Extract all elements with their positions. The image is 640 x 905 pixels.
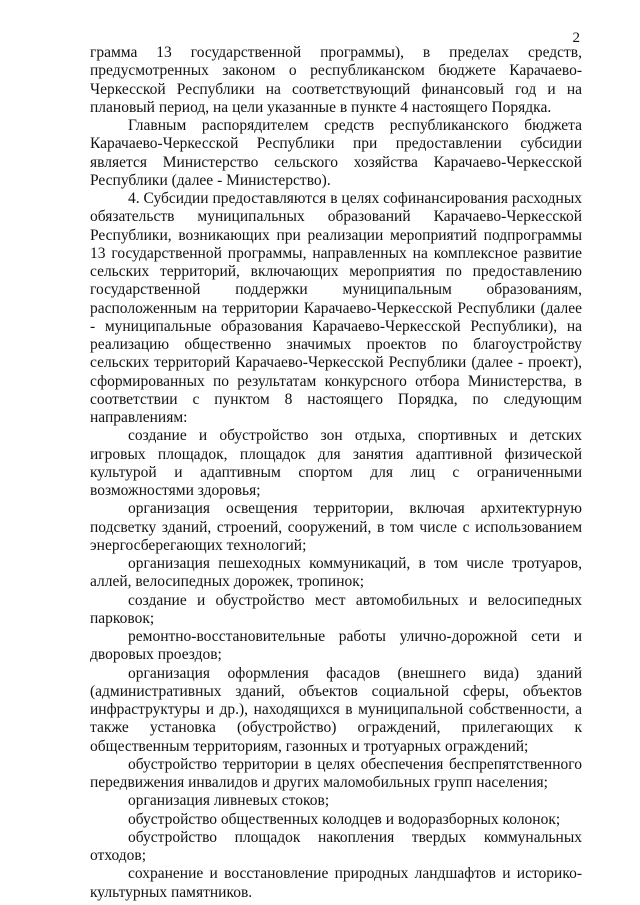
page-number: 2 [572,30,580,46]
list-item-parking: создание и обустройство мест автомобильных и велосипедных парковок; [90,591,582,627]
list-item-facades: организация оформления фасадов (внешнего вида) зданий (административных зданий, объектов социальной сферы, объектов инфраструктуры и др.), находящихся в муниципальной собственности, а также установка (обустройство) ограждений, прилегающих к общественным территориям, газонных и тротуарных ограждений; [90,664,582,755]
list-item-road-repair: ремонтно-восстановительные работы улично-дорожной сети и дворовых проездов; [90,628,582,664]
list-item-wells: обустройство общественных колодцев и водоразборных колонок; [128,810,561,828]
list-item-waste-sites: обустройство площадок накопления твердых коммунальных отходов; [90,828,582,864]
list-item-lighting: организация освещения территории, включая архитектурную подсветку зданий, строений, сооружений, в том числе с использованием энергосберегающих технологий; [90,500,582,554]
list-item-storm-drains: организация ливневых стоков; [128,792,330,810]
list-item-landscapes: сохранение и восстановление природных ландшафтов и историко-культурных памятников. [90,865,582,901]
list-item-recreation-zones: создание и обустройство зон отдыха, спортивных и детских игровых площадок, площадок для занятия адаптивной физической культурой и адаптивным спортом для лиц с ограниченными возможностями здоровья; [90,427,582,499]
paragraph-chief-administrator: Главным распорядителем средств республиканского бюджета Карачаево-Черкесской Республики при предоставлении субсидии является Министерство сельского хозяйства Карачаево-Черкесской Республики (далее - Министерство). [90,117,582,189]
list-item-pedestrian-paths: организация пешеходных коммуникаций, в том числе тротуаров, аллей, велосипедных дорожек, тропинок; [90,555,582,591]
paragraph-item-4: 4. Субсидии предоставляются в целях софинансирования расходных обязательств муниципальных образований Карачаево-Черкесской Республики, возникающих при реализации мероприятий подпрограммы 13 государственной программы, направленных на комплексное развитие сельских территорий, включающих мероприятия по предоставлению государственной поддержки муниципальным образованиям, расположенным на территории Карачаево-Черкесской Республики (далее - муниципальные образования Карачаево-Черкесской Республики), на реализацию общественно значимых проектов по благоустройству сельских территорий Карачаево-Черкесской Республики (далее - проект), сформированных по результатам конкурсного отбора Министерства, в соответствии с пунктом 8 настоящего Порядка, по следующим направлениям: [90,190,582,426]
list-item-accessibility: обустройство территории в целях обеспечения беспрепятственного передвижения инвалидов и других маломобильных групп населения; [90,755,582,791]
document-body [90,44,582,902]
paragraph-continuation: грамма 13 государственной программы), в пределах средств, предусмотренных законом о республиканском бюджете Карачаево-Черкесской Республики на соответствующий финансовый год и на плановый период, на цели указанные в пункте 4 настоящего Порядка. [90,44,582,116]
